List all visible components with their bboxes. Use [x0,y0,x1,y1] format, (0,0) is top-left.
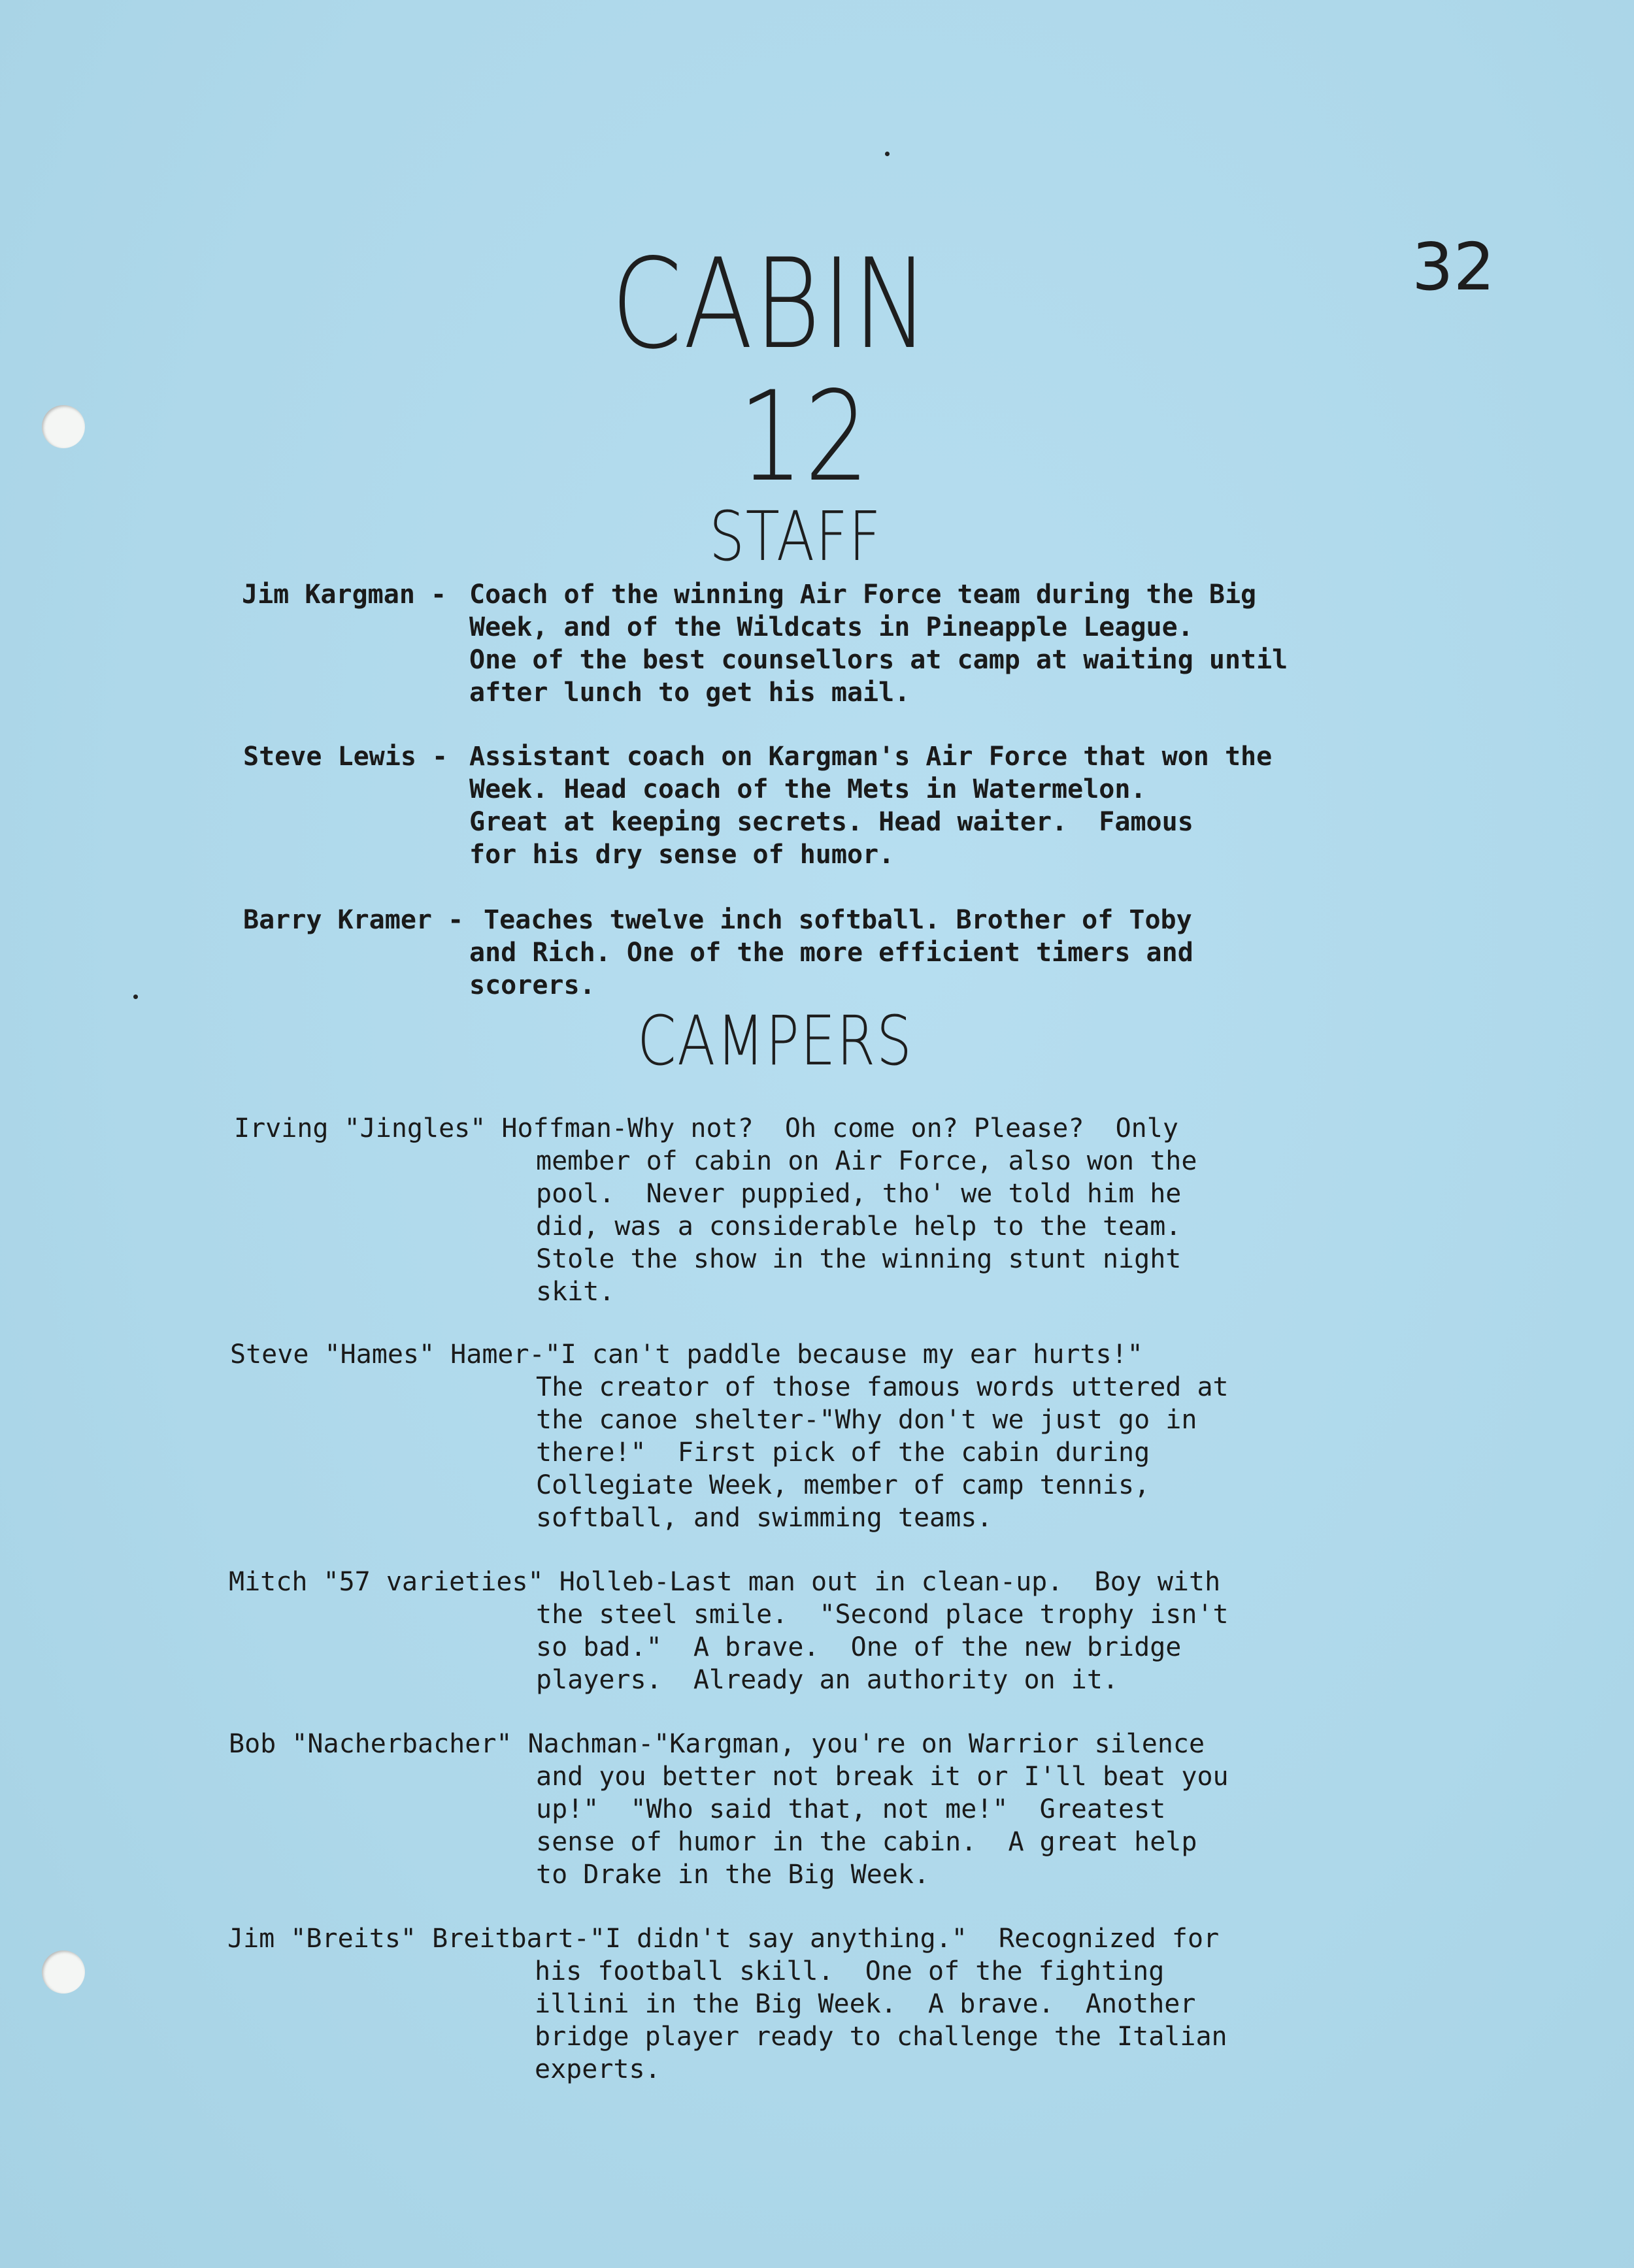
description-line: to Drake in the Big Week. [536,1860,930,1890]
description-line: Teaches twelve inch softball. Brother of Toby [484,905,1192,935]
description-line: the steel smile. "Second place trophy isn't [536,1600,1229,1630]
description-line: the canoe shelter-"Why don't we just go in [536,1405,1197,1435]
description-line: member of cabin on Air Force, also won the [536,1146,1197,1176]
staff-description [469,904,1193,1002]
camper-description [536,1598,1229,1696]
description-line: Collegiate Week, member of camp tennis, [536,1470,1150,1500]
description-line: did, was a considerable help to the team. [536,1211,1182,1241]
description-line: for his dry sense of humor. [469,840,895,870]
title-cabin: CABIN [611,232,931,376]
description-line: scorers. [469,970,595,1000]
staff-name: Steve Lewis - [243,742,448,772]
camper-description [535,1955,1227,2086]
description-line: players. Already an authority on it. [536,1665,1119,1695]
description-line: skit. [536,1277,615,1307]
description-line: and Rich. One of the more efficient timers and [469,938,1193,968]
description-line: there!" First pick of the cabin during [536,1438,1150,1468]
page-number: 32 [1412,229,1495,305]
description-line: pool. Never puppied, tho' we told him he [536,1179,1182,1209]
punch-hole-bottom [42,1950,85,1994]
description-line: bridge player ready to challenge the Italian [535,2022,1227,2052]
description-line: illini in the Big Week. A brave. Another [535,1989,1196,2019]
staff-description [469,578,1288,709]
camper-lead-line: Bob "Nacherbacher" Nachman-"Kargman, you're on Warrior silence [229,1729,1205,1759]
camper-description [536,1145,1197,1308]
description-line: Stole the show in the winning stunt night [536,1244,1182,1274]
description-line: One of the best counsellors at camp at waiting until [469,645,1288,675]
description-line: so bad." A brave. One of the new bridge [536,1632,1182,1662]
description-line: and you better not break it or I'll beat you [536,1762,1229,1792]
staff-name: Barry Kramer - [243,905,464,935]
description-line: Great at keeping secrets. Head waiter. Famous [469,807,1193,837]
description-line: after lunch to get his mail. [469,678,910,708]
camper-lead-line: Irving "Jingles" Hoffman-Why not? Oh come on? Please? Only [234,1113,1178,1143]
description-line: up!" "Who said that, not me!" Greatest [536,1794,1166,1824]
description-line: Week, and of the Wildcats in Pineapple League. [469,612,1193,642]
description-line: sense of humor in the cabin. A great help [536,1827,1197,1857]
staff-name: Jim Kargman - [242,580,447,610]
camper-description [536,1371,1229,1534]
campers-heading: CAMPERS [637,1001,913,1081]
description-line: Week. Head coach of the Mets in Watermelon. [469,774,1146,804]
title-cabin-number: 12 [739,365,871,509]
camper-lead-line: Jim "Breits" Breitbart-"I didn't say anything." Recognized for [227,1924,1220,1954]
punch-hole-top [42,405,85,448]
ink-speck [885,152,890,156]
staff-description [469,740,1272,871]
description-line: his football skill. One of the fighting [535,1956,1165,1986]
ink-speck [133,994,138,999]
description-line: Coach of the winning Air Force team during the Big [469,580,1257,610]
description-line: The creator of those famous words uttered at [536,1372,1229,1402]
camper-description [536,1760,1229,1891]
camper-lead-line: Mitch "57 varieties" Holleb-Last man out in clean-up. Boy with [229,1567,1221,1597]
description-line: softball, and swimming teams. [536,1503,993,1533]
camper-lead-line: Steve "Hames" Hamer-"I can't paddle because my ear hurts!" [230,1339,1143,1370]
description-line: experts. [535,2054,661,2084]
description-line: Assistant coach on Kargman's Air Force that won the [469,742,1273,772]
staff-heading: STAFF [709,497,882,576]
